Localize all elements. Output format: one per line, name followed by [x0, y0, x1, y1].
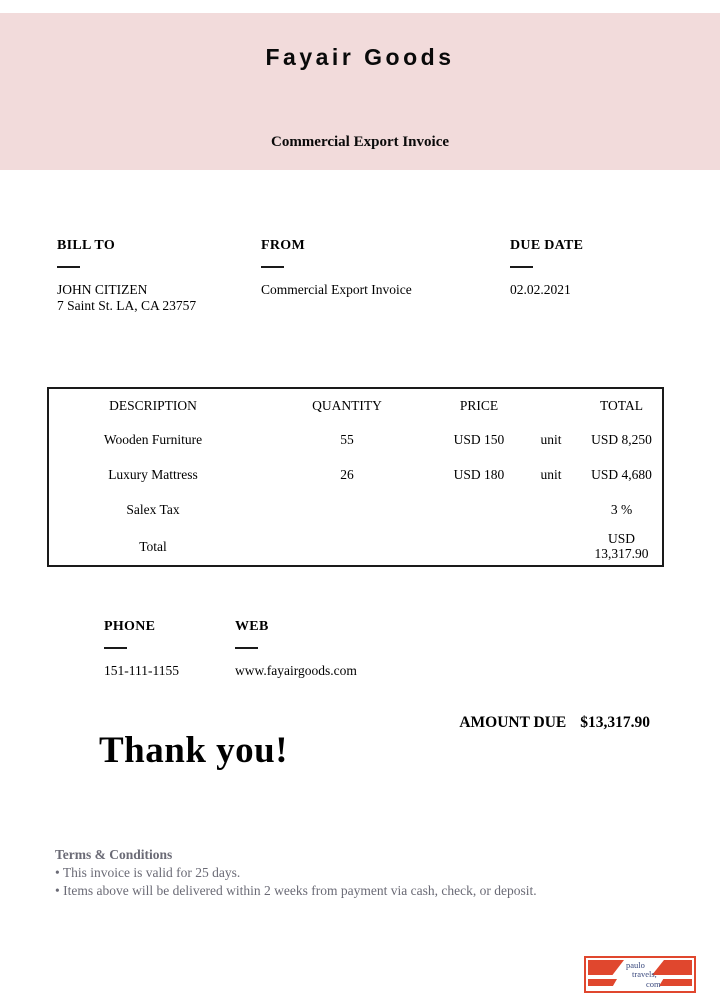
- terms-item: • Items above will be delivered within 2 weeks from payment via cash, check, or deposit.: [55, 883, 537, 898]
- logo-text-line2: travels,: [632, 969, 657, 979]
- item-total: USD 4,680: [591, 467, 652, 483]
- table-header-row: [49, 389, 662, 422]
- logo-left-stripe-icon: [588, 960, 624, 975]
- total-row: [49, 528, 662, 565]
- header-description: DESCRIPTION: [109, 397, 197, 413]
- logo-text-line3: com: [646, 979, 661, 989]
- web-label: WEB: [235, 619, 269, 634]
- items-table: [47, 387, 664, 567]
- company-name: Fayair Goods: [265, 44, 455, 70]
- from-divider: [261, 266, 284, 268]
- web-value: www.fayairgoods.com: [235, 663, 357, 678]
- item-description: Wooden Furniture: [103, 431, 203, 447]
- bill-to-divider: [57, 266, 80, 268]
- amount-due-label: AMOUNT DUE: [459, 714, 567, 731]
- tax-label: Salex Tax: [126, 502, 180, 518]
- from-value: Commercial Export Invoice: [261, 282, 412, 297]
- item-total: USD 8,250: [591, 431, 652, 447]
- tax-row: [49, 493, 662, 528]
- logo-right-bar-icon: [659, 979, 692, 986]
- terms-heading: Terms & Conditions: [55, 847, 173, 862]
- amount-due-row: [459, 714, 650, 732]
- due-date-value: 02.02.2021: [510, 282, 571, 297]
- logo-right-stripe-icon: [652, 960, 692, 975]
- total-currency: USD: [607, 531, 635, 547]
- due-date-label: DUE DATE: [510, 238, 584, 253]
- terms-section: [55, 846, 537, 900]
- amount-due-value: $13,317.90: [580, 714, 650, 731]
- item-price: USD 180: [453, 467, 505, 483]
- total-amount: 13,317.90: [594, 546, 649, 562]
- bill-to-label: BILL TO: [57, 238, 116, 253]
- customer-name: JOHN CITIZEN: [57, 282, 148, 297]
- web-block: [235, 619, 357, 679]
- logo-text-line1: paulo: [626, 960, 645, 970]
- item-unit: unit: [540, 431, 562, 447]
- terms-item: • This invoice is valid for 25 days.: [55, 865, 241, 880]
- tax-value: 3 %: [610, 502, 633, 518]
- item-price: USD 150: [453, 431, 505, 447]
- total-label: Total: [139, 538, 167, 554]
- item-unit: unit: [540, 467, 562, 483]
- document-title: Commercial Export Invoice: [270, 134, 450, 150]
- header-price: PRICE: [459, 397, 499, 413]
- item-description: Luxury Mattress: [108, 467, 198, 483]
- header-band: [0, 13, 720, 170]
- customer-address: 7 Saint St. LA, CA 23757: [57, 298, 197, 313]
- due-date-block: [510, 238, 583, 298]
- header-total: TOTAL: [600, 397, 643, 413]
- bill-to-value: [57, 282, 196, 314]
- bill-to-block: [57, 238, 196, 314]
- total-value: [581, 531, 662, 561]
- header-quantity: QUANTITY: [312, 397, 382, 413]
- thank-you-message: Thank you!: [99, 730, 289, 771]
- phone-label: PHONE: [104, 619, 156, 634]
- item-quantity: 55: [340, 431, 354, 447]
- phone-divider: [104, 647, 127, 649]
- from-label: FROM: [261, 238, 305, 253]
- table-row: [49, 422, 662, 457]
- table-row: [49, 457, 662, 492]
- web-divider: [235, 647, 258, 649]
- phone-block: [104, 619, 179, 679]
- logo-left-bar-icon: [588, 979, 617, 986]
- phone-value: 151-111-1155: [104, 663, 179, 678]
- item-quantity: 26: [340, 467, 354, 483]
- due-date-divider: [510, 266, 533, 268]
- paulo-travels-logo: [584, 956, 696, 993]
- from-block: [261, 238, 412, 298]
